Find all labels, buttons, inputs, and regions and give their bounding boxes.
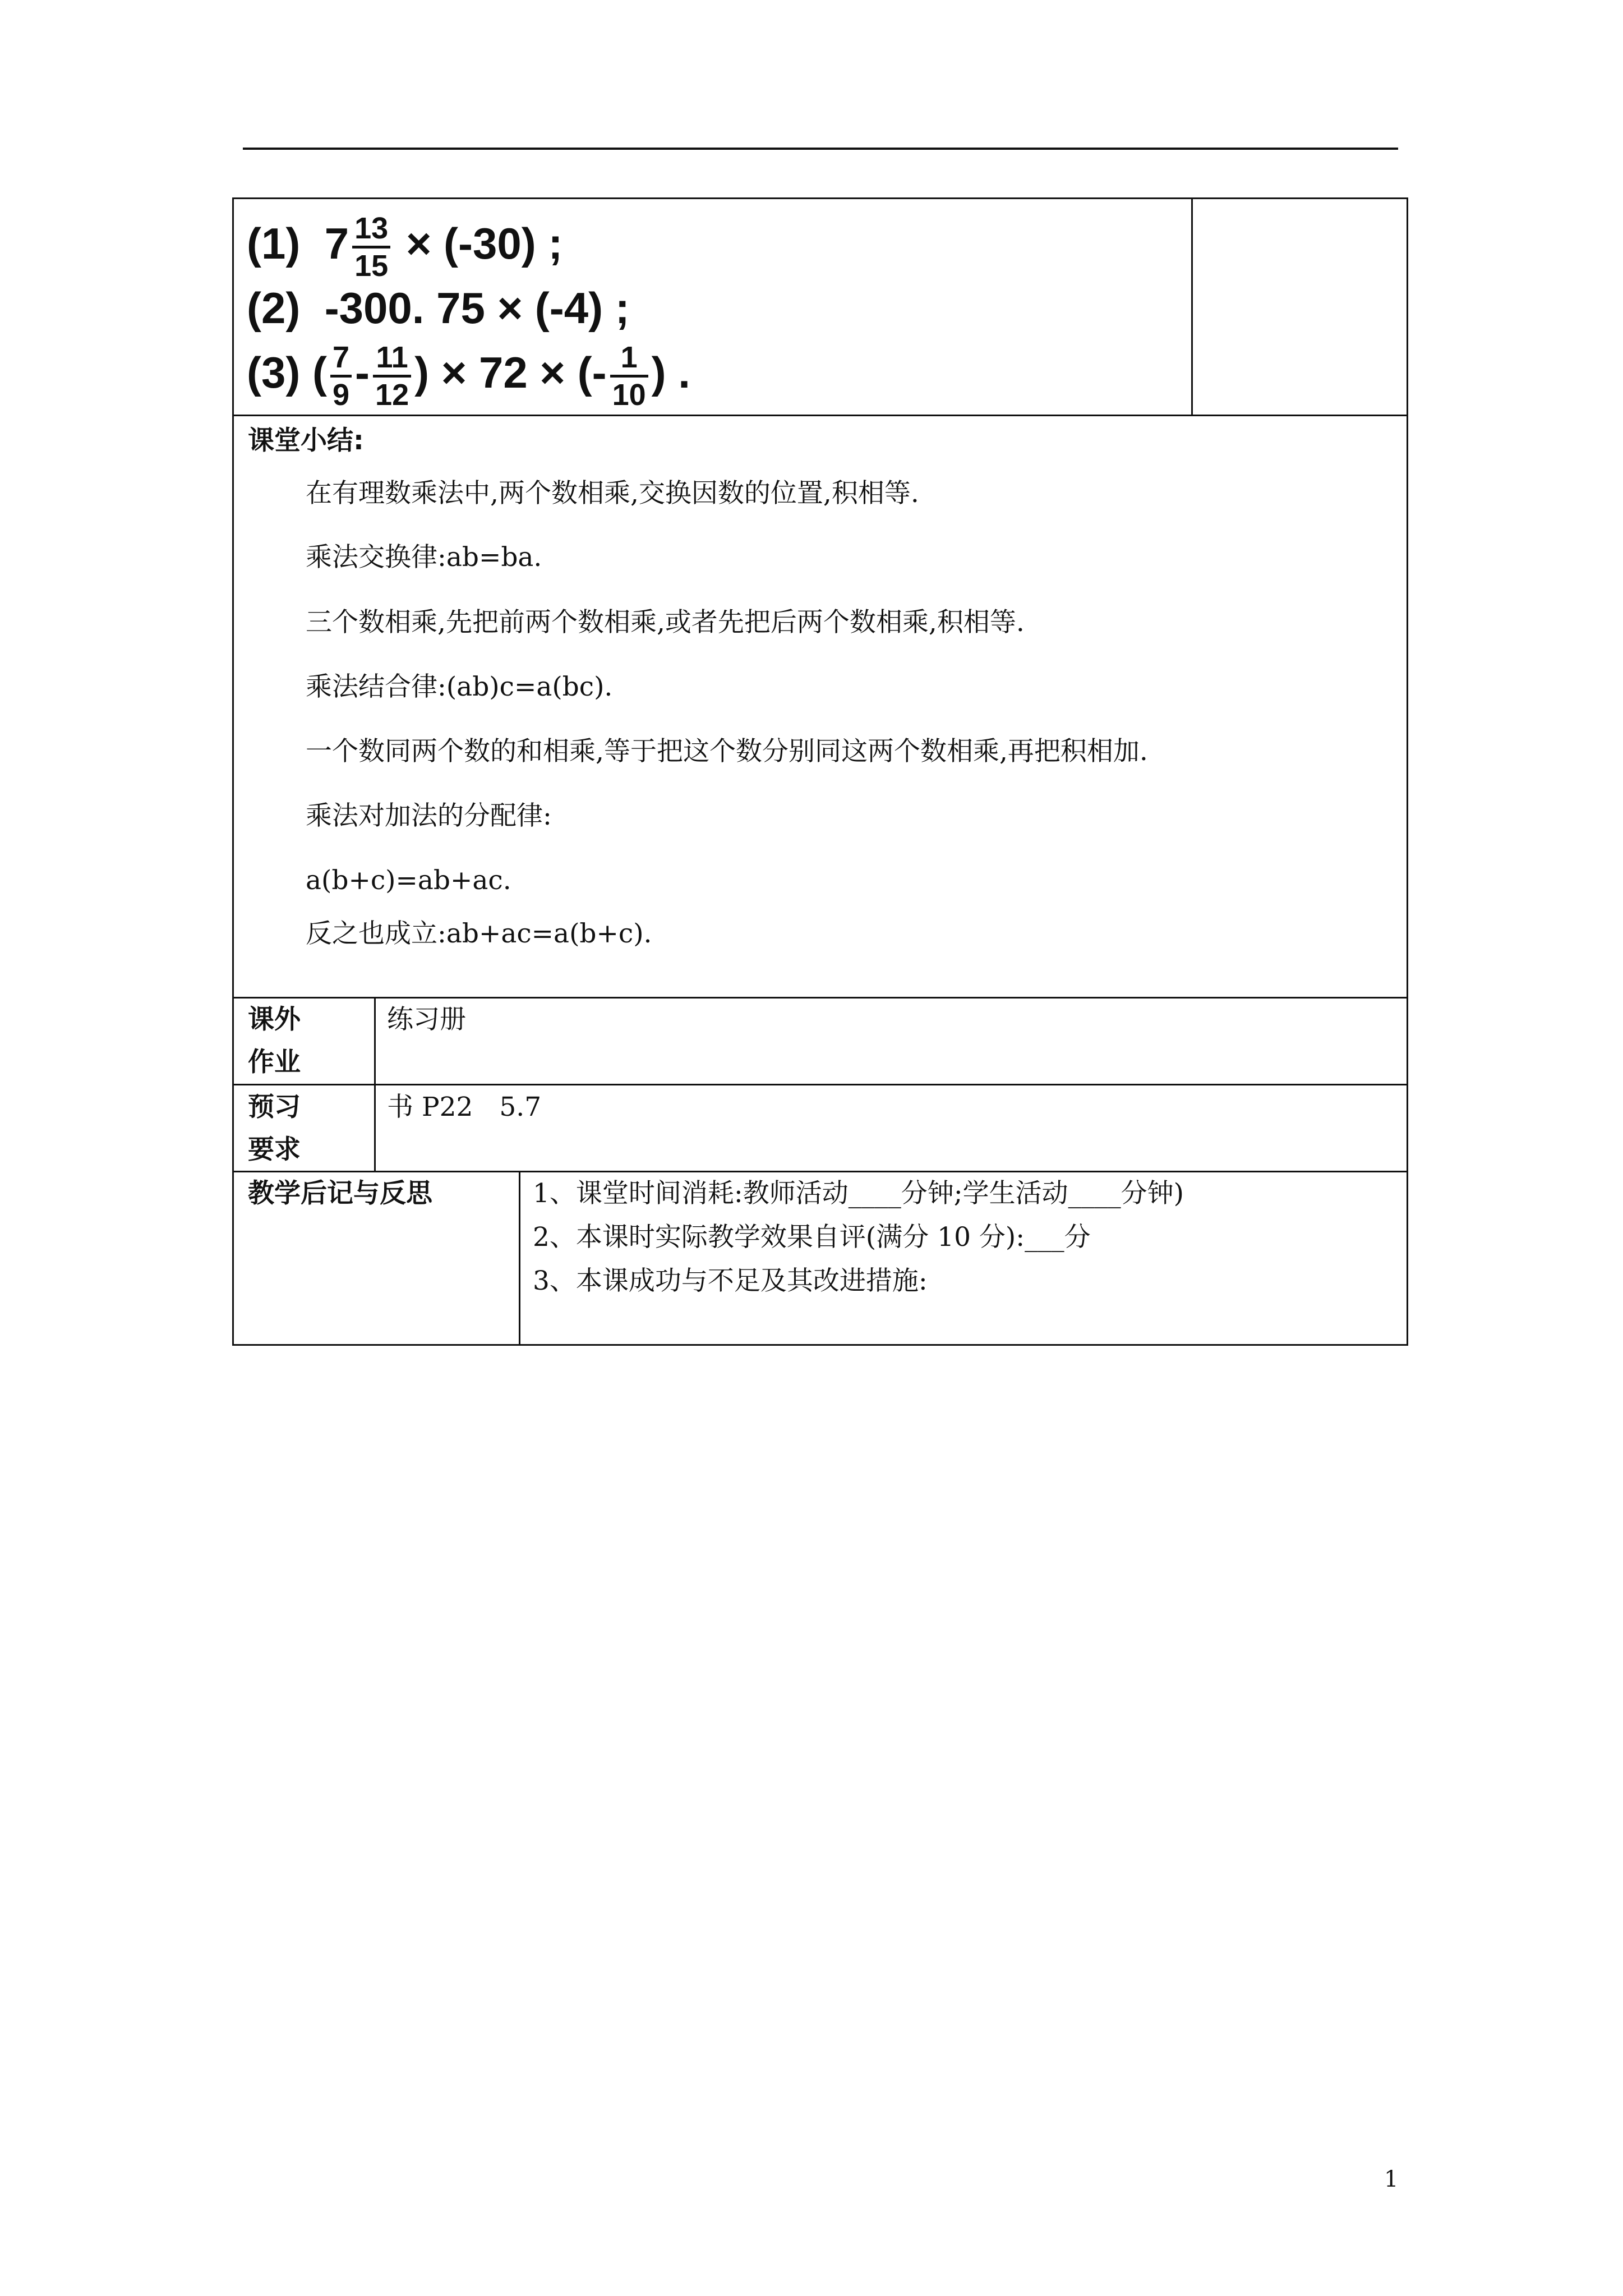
summary-line: 乘法结合律:(ab)c=a(bc). [306,671,613,702]
summary-line: 反之也成立:ab+ac=a(b+c). [306,918,652,949]
page-number: 1 [1384,2166,1399,2192]
fraction: $\frac{1}{10}$ [610,342,648,410]
preview-label-2: 要求 [248,1134,301,1165]
header-rule [243,148,1398,150]
reflection-label: 教学后记与反思 [248,1178,432,1209]
exercise-2: (2) -300. 75 × (-4) ; [247,283,630,333]
homework-label-1: 课外 [248,1004,301,1035]
exercise-3: (3) ( $\frac{7}{9}$ - $\frac{11}{12}$ ) × 72 × (- $\frac{1}{10}$ ) . [247,341,690,412]
summary-line: 三个数相乘,先把前两个数相乘,或者先把后两个数相乘,积相等. [306,607,1025,638]
summary-line: a(b+c)=ab+ac. [306,865,511,896]
summary-line: 乘法对加法的分配律: [306,800,552,831]
fraction: $\frac{7}{9}$ [330,342,352,410]
summary-line: 一个数同两个数的和相乘,等于把这个数分别同这两个数相乘,再把积相加. [306,736,1148,767]
reflection-item: 2、本课时实际教学效果自评(满分 10 分):___分 [533,1222,1091,1253]
reflection-item: 1、课堂时间消耗:教师活动____分钟;学生活动____分钟) [533,1178,1184,1209]
summary-line: 在有理数乘法中,两个数相乘,交换因数的位置,积相等. [306,478,919,509]
exercise-side-cell [1191,197,1408,416]
reflection-item: 3、本课成功与不足及其改进措施: [533,1266,928,1296]
fraction: $\frac{13}{15}$ [352,213,390,281]
homework-content: 练习册 [387,1004,466,1035]
summary-title: 课堂小结: [248,425,364,456]
homework-label-2: 作业 [248,1047,301,1078]
summary-line: 乘法交换律:ab=ba. [306,542,542,573]
homework-content-cell [374,997,1408,1085]
preview-label-1: 预习 [248,1092,301,1122]
exercise-1: (1) 7 $\frac{13}{15}$ × (-30) ; [247,211,563,283]
fraction: $\frac{11}{12}$ [373,342,411,410]
preview-content: 书 P22 5.7 [387,1092,542,1122]
